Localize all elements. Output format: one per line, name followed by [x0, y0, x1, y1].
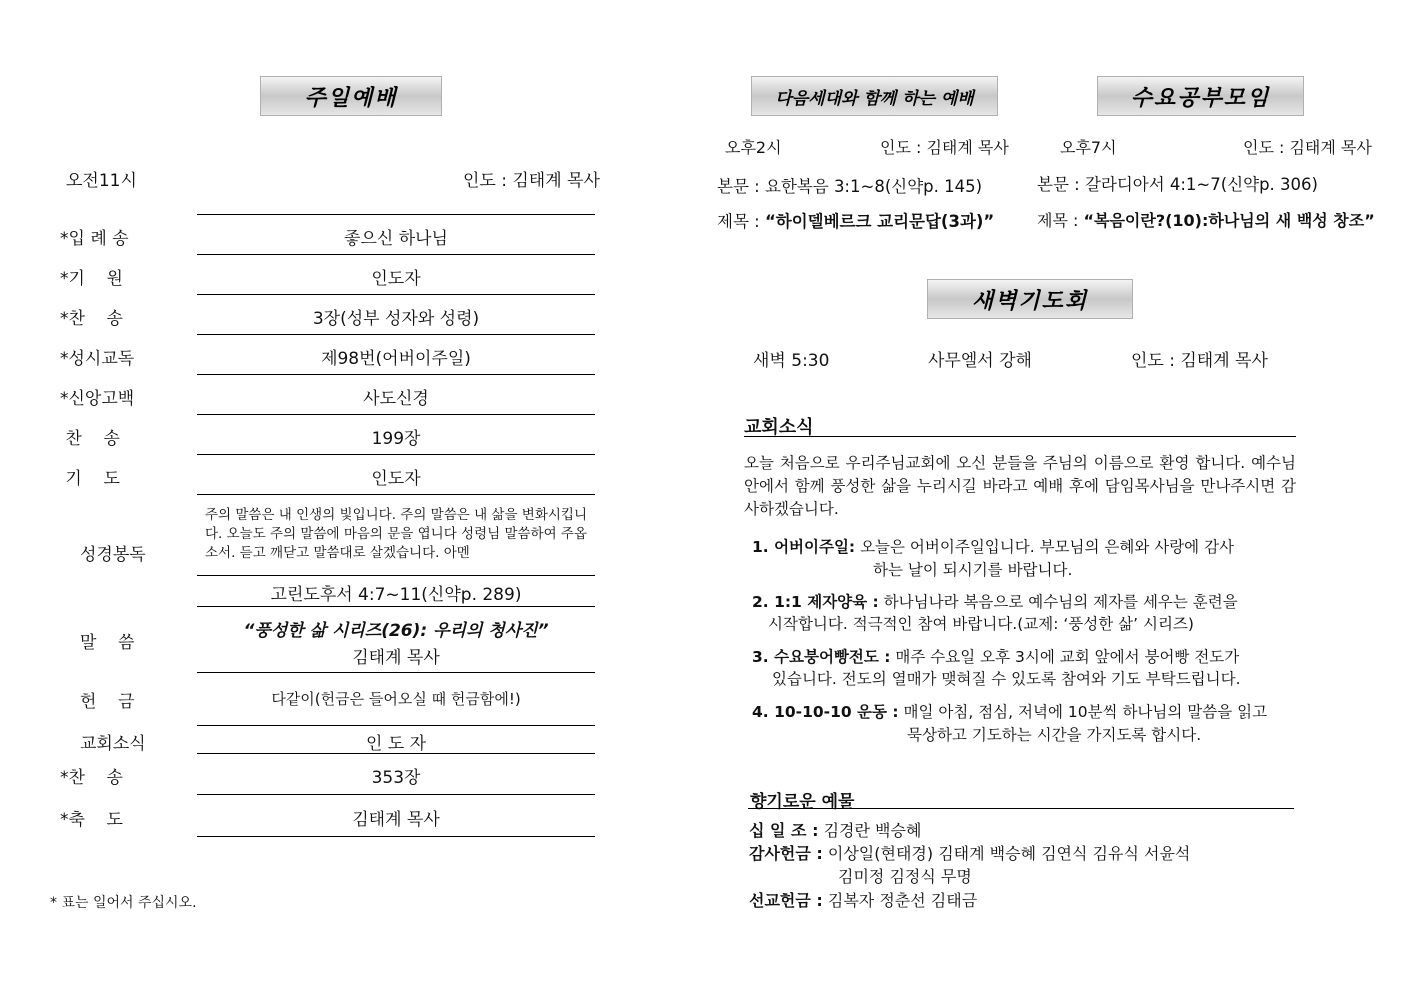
thanks-names: 이상일(현태경) 김태계 백승혜 김연식 김유식 서윤석 — [827, 844, 1191, 863]
church-news-underline — [744, 436, 1296, 437]
news-item-1-title: 1. 어버이주일: — [752, 538, 856, 556]
church-news-heading: 교회소식 — [744, 417, 814, 438]
mission-names: 김복자 정춘선 김태금 — [827, 891, 978, 910]
benediction-value: 김태계 목사 — [352, 810, 440, 830]
sermon-preacher: 김태계 목사 — [352, 648, 440, 668]
nextgen-text-label: 본문 : — [717, 177, 760, 196]
order-label-offering: 헌 금 — [80, 692, 135, 712]
order-label-hymn: *찬 송 — [60, 309, 123, 329]
nextgen-text-value: 요한복음 3:1~8(신약p. 145) — [764, 177, 983, 196]
row-divider — [197, 214, 595, 215]
thanks-names-cont: 김미정 김정식 무명 — [838, 867, 972, 886]
tithe-line — [749, 818, 921, 841]
nextgen-worship-banner — [751, 76, 998, 116]
row-divider — [197, 836, 595, 837]
nextgen-text — [717, 173, 982, 197]
news-item-3-cont: 있습니다. 전도의 열매가 맺혀질 수 있도록 참여와 기도 부탁드립니다. — [772, 670, 1241, 688]
standing-footnote: * 표는 일어서 주십시오. — [50, 895, 197, 911]
dawn-content: 사무엘서 강해 — [928, 351, 1032, 371]
wednesday-text — [1037, 171, 1318, 195]
order-value-prayer: 인도자 — [371, 469, 421, 489]
sunday-service-banner — [260, 76, 442, 116]
news-item-4 — [752, 701, 1296, 724]
news-item-2-line1: 하나님나라 복음으로 예수님의 제자를 세우는 훈련을 — [883, 593, 1238, 611]
row-divider — [197, 254, 595, 255]
offerings-underline — [748, 808, 1294, 809]
wednesday-study-title: 수요공부모임 — [1130, 85, 1271, 111]
offering-value: 다같이(헌금은 들어오실 때 헌금함에!) — [271, 690, 521, 708]
welcome-paragraph: 오늘 처음으로 우리주님교회에 오신 분들을 주님의 이름으로 환영 합니다. 예수님 안에서 함께 풍성한 삶을 누리시길 바라고 예배 후에 담임목사님을 만나주시면 감사하겠습니다. — [744, 454, 1296, 518]
dawn-leader: 인도 : 김태계 목사 — [1131, 351, 1268, 371]
dawn-time: 새벽 5:30 — [753, 351, 830, 371]
row-divider — [197, 575, 595, 576]
news-item-4-title: 4. 10-10-10 운동 : — [752, 703, 899, 721]
mission-label: 선교헌금 : — [749, 891, 823, 910]
nextgen-leader: 인도 : 김태계 목사 — [880, 138, 1009, 157]
nextgen-subject — [717, 208, 994, 232]
news-item-1 — [752, 536, 1296, 559]
bible-reading-prayer: 주의 말씀은 내 인생의 빛입니다. 주의 말씀은 내 삶을 변화시킵니다. 오늘도 주의 말씀에 마음의 문을 엽니다 성령님 말씀하여 주옵소서. 듣고 깨닫고 말씀대로 살겠습니다. 아멘 — [205, 507, 587, 561]
row-divider — [197, 454, 595, 455]
church-news-value: 인 도 자 — [365, 734, 427, 754]
wednesday-text-label: 본문 : — [1037, 175, 1080, 194]
sermon-title: “풍성한 삶 시리즈(26): 우리의 청사진” — [243, 621, 549, 641]
tithe-label: 십 일 조 : — [749, 821, 819, 840]
row-divider — [197, 753, 595, 754]
order-label-closing-hymn: *찬 송 — [60, 768, 123, 788]
sunday-leader: 인도 : 김태계 목사 — [463, 171, 600, 191]
wednesday-time: 오후7시 — [1060, 138, 1117, 157]
wednesday-subject — [1037, 208, 1375, 231]
order-label-prayer: 기 도 — [60, 469, 120, 489]
order-label-benediction: *축 도 — [60, 810, 123, 830]
row-divider — [197, 294, 595, 295]
closing-hymn-value: 353장 — [371, 768, 421, 788]
order-value-entrance: 좋으신 하나님 — [344, 229, 448, 249]
order-value-responsive-reading: 제98번(어버이주일) — [321, 349, 471, 369]
news-item-3-title: 3. 수요붕어빵전도 : — [752, 648, 891, 666]
sunday-service-title: 주일예배 — [304, 85, 398, 111]
news-item-2-title: 2. 1:1 제자양육 : — [752, 593, 879, 611]
wednesday-subject-value: “복음이란?(10):하나님의 새 백성 창조” — [1083, 211, 1375, 230]
sunday-time: 오전11시 — [66, 171, 137, 191]
news-item-2-cont: 시작합니다. 적극적인 참여 바랍니다.(교제: ‘풍성한 삶’ 시리즈) — [768, 615, 1194, 633]
wednesday-leader: 인도 : 김태계 목사 — [1243, 138, 1372, 157]
order-label-responsive-reading: *성시교독 — [60, 349, 135, 369]
order-label-creed: *신앙고백 — [60, 389, 135, 409]
dawn-prayer-title: 새벽기도회 — [971, 288, 1089, 314]
order-label-bible-reading: 성경봉독 — [80, 545, 146, 565]
order-label-hymn-2: 찬 송 — [60, 429, 120, 449]
row-divider — [197, 794, 595, 795]
news-item-3-line1: 매주 수요일 오후 3시에 교회 앞에서 붕어빵 전도가 — [895, 648, 1240, 666]
nextgen-subject-value: “하이델베르크 교리문답(3과)” — [764, 212, 995, 231]
order-label-sermon: 말 씀 — [80, 633, 135, 653]
order-value-creed: 사도신경 — [363, 389, 429, 409]
wednesday-study-banner — [1097, 76, 1304, 116]
row-divider — [197, 414, 595, 415]
tithe-names: 김경란 백승혜 — [823, 821, 922, 840]
news-item-2 — [752, 591, 1296, 614]
order-label-church-news: 교회소식 — [80, 734, 146, 754]
news-item-1-line1: 오늘은 어버이주일입니다. 부모님의 은혜와 사랑에 감사 — [860, 538, 1235, 556]
news-item-4-line1: 매일 아침, 점심, 저녁에 10분씩 하나님의 말씀을 읽고 — [903, 703, 1268, 721]
news-item-3 — [752, 646, 1296, 669]
nextgen-time: 오후2시 — [725, 138, 782, 157]
thanks-line — [749, 841, 1190, 864]
dawn-prayer-banner — [927, 279, 1133, 319]
news-item-1-cont: 하는 날이 되시기를 바랍니다. — [873, 561, 1073, 579]
thanks-label: 감사헌금 : — [749, 844, 823, 863]
offerings-heading: 향기로운 예물 — [750, 792, 855, 812]
nextgen-worship-title: 다음세대와 함께 하는 예배 — [775, 88, 974, 109]
order-value-hymn-2: 199장 — [371, 429, 421, 449]
wednesday-text-value: 갈라디아서 4:1~7(신약p. 306) — [1084, 175, 1318, 194]
news-item-4-cont: 묵상하고 기도하는 시간을 가지도록 합시다. — [907, 726, 1202, 744]
order-label-entrance: *입 례 송 — [60, 229, 129, 249]
mission-line — [749, 888, 977, 911]
order-value-invocation: 인도자 — [371, 269, 421, 289]
row-divider — [197, 672, 595, 673]
order-value-hymn: 3장(성부 성자와 성령) — [312, 309, 480, 329]
row-divider — [197, 725, 595, 726]
row-divider — [197, 334, 595, 335]
row-divider — [197, 494, 595, 495]
row-divider — [197, 374, 595, 375]
bible-passage: 고린도후서 4:7~11(신약p. 289) — [270, 585, 522, 605]
wednesday-subject-label: 제목 : — [1037, 211, 1079, 230]
row-divider — [197, 606, 595, 607]
nextgen-subject-label: 제목 : — [717, 212, 760, 231]
order-label-invocation: *기 원 — [60, 269, 123, 289]
